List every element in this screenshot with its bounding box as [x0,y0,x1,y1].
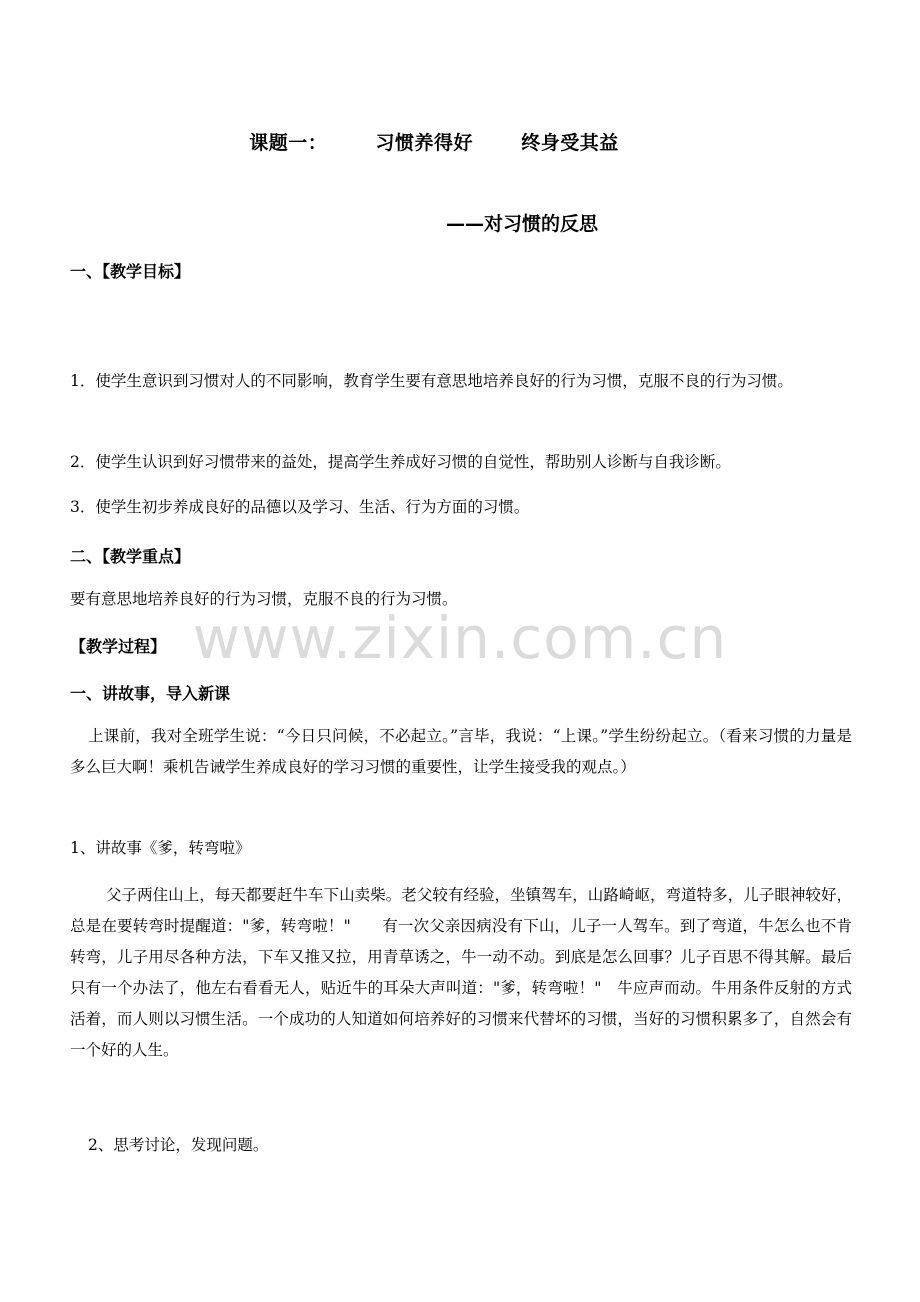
section-heading-process: 【教学过程】 [70,637,167,656]
title-lesson-label: 课题一： [249,132,328,154]
intro-paragraph: 上课前，我对全班学生说：“今日只问候，不必起立。”言毕，我说：“上课。”学生纷纷起立。（看来习惯的力量是多么巨大啊！乘机告诫学生养成良好的学习习惯的重要性，让学生接受我的观点。） [70,727,852,776]
page-subtitle: ——对习惯的反思 [446,213,599,235]
title-secondary-phrase: 终身受其益 [521,132,619,154]
watermark-text: www.zixin.com.cn [192,604,728,672]
objective-item-1: 1．使学生意识到习惯对人的不同影响，教育学生要有意思地培养良好的行为习惯，克服不良的行为习惯。 [70,372,793,390]
story-label: 1、讲故事《爹，转弯啦》 [70,839,251,857]
title-main-phrase: 习惯养得好 [375,132,473,154]
objective-item-3: 3．使学生初步养成良好的品德以及学习、生活、行为方面的习惯。 [70,498,530,516]
story-paragraph: 父子两住山上，每天都要赶牛车下山卖柴。老父较有经验，坐镇驾车，山路崎岖，弯道特多，儿子眼神较好，总是在要转弯时提醒道："爹，转弯啦！" 有一次父亲因病没有下山，儿子一人驾车。到了弯道，牛怎么也不肯转弯，儿子用尽各种方法，下车又推又拉，用青草诱之，牛一动不动。到底是怎么回事？儿子百思不得其解。最后只有一个办法了，他左右看看无人，贴近牛的耳朵大声叫道："爹，转弯啦！" 牛应声而动。牛用条件反射的方式活着，而人则以习惯生活。一个成功的人知道如何培养好的习惯来代替坏的习惯，当好的习惯积累多了，自然会有一个好的人生。 [70,886,852,1059]
section-heading-key-points: 二、【教学重点】 [70,547,191,566]
section-heading-objectives: 一、【教学目标】 [70,262,191,281]
key-point-text: 要有意思地培养良好的行为习惯，克服不良的行为习惯。 [70,590,458,608]
discussion-label: 2、思考讨论，发现问题。 [88,1136,269,1154]
objective-item-2: 2．使学生认识到好习惯带来的益处，提高学生养成好习惯的自觉性，帮助别人诊断与自我诊断。 [70,453,731,471]
step-heading-story: 一、讲故事，导入新课 [70,684,231,703]
page-title [0,128,868,155]
